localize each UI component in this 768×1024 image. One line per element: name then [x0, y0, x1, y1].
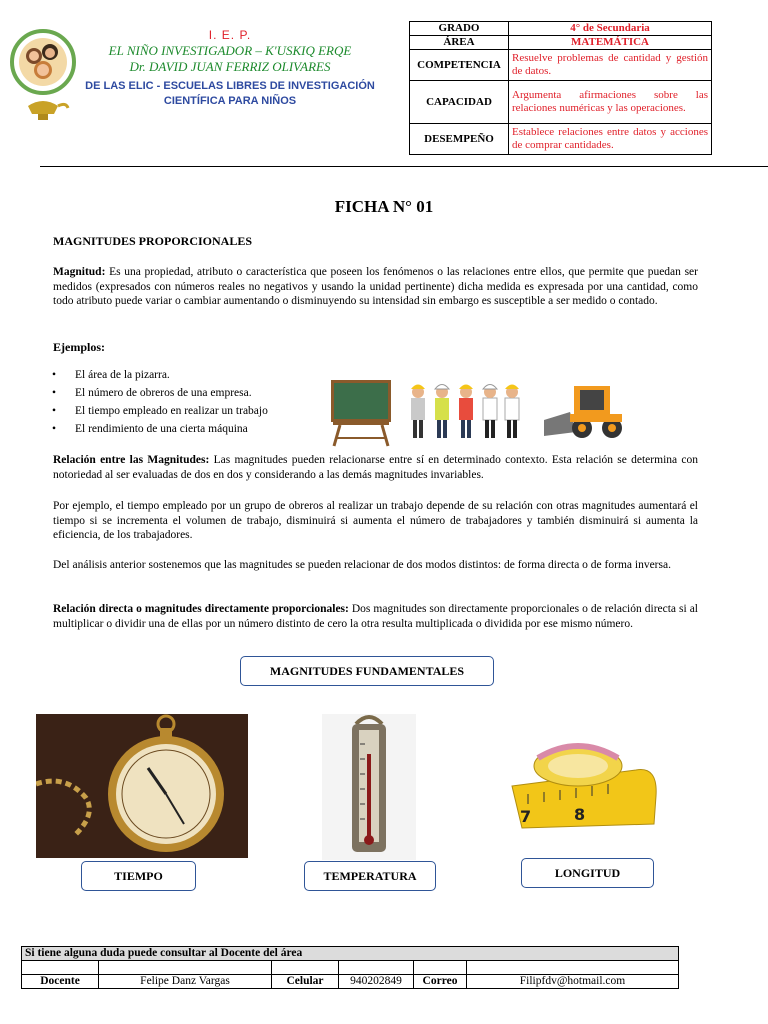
magnitudes-fundamentales-box: MAGNITUDES FUNDAMENTALES	[240, 656, 494, 686]
svg-text:8: 8	[574, 805, 586, 824]
school-name-line2: Dr. DAVID JUAN FERRIZ OLIVARES	[129, 59, 331, 74]
competencia-value: Resuelve problemas de cantidad y gestión de datos.	[509, 50, 712, 81]
docente-label: Docente	[22, 975, 99, 989]
blackboard-image	[328, 378, 394, 448]
grado-label: GRADO	[410, 22, 509, 36]
docente-value: Felipe Danz Vargas	[99, 975, 272, 989]
magnitud-text: Es una propiedad, atributo o característica que poseen los fenómenos o las relaciones entre ellos, que permite que puedan ser medidos (expresados con números reales no negativos y usando la unidad pertinente) dicha medida es expresada por una cantidad, como todo atributo puede variar o cambiar aumentando o disminuyendo su intensidad sin embargo es susceptible a ser medido o contado.	[53, 266, 698, 307]
area-label: ÁREA	[410, 36, 509, 50]
relacion-term: Relación entre las Magnitudes:	[53, 454, 210, 466]
directa-text: Dos magnitudes son directamente proporcionales o de relación directa si al multiplicar o dividir una de ellas por un número distinto de cero la otra resulta multiplicada o dividida por ese mismo número.	[53, 603, 698, 630]
temperatura-label: TEMPERATURA	[304, 861, 436, 891]
capacidad-label: CAPACIDAD	[410, 81, 509, 124]
elic-line2: CIENTÍFICA PARA NIÑOS	[163, 95, 297, 107]
contact-spacer-row	[22, 961, 679, 975]
grado-value: 4° de Secundaria	[509, 22, 712, 36]
magnitud-paragraph	[53, 265, 698, 309]
info-row-competencia	[410, 50, 712, 81]
correo-value[interactable]: Filipfdv@hotmail.com	[467, 975, 679, 989]
course-info-table	[409, 21, 712, 155]
ejemplos-heading: Ejemplos:	[53, 340, 105, 354]
desempeno-label: DESEMPEÑO	[410, 124, 509, 155]
workers-image	[405, 374, 527, 440]
list-item: • El número de obreros de una empresa.	[75, 384, 268, 402]
tiempo-label: TIEMPO	[81, 861, 196, 891]
desempeno-value: Establece relaciones entre datos y acciones de comprar cantidades.	[509, 124, 712, 155]
list-item: • El tiempo empleado en realizar un trabajo	[75, 402, 268, 420]
contact-header: Si tiene alguna duda puede consultar al Docente del área	[22, 947, 679, 961]
iep-label: I. E. P.	[208, 28, 252, 42]
section-subtitle: MAGNITUDES PROPORCIONALES	[53, 234, 253, 248]
elic-line1: DE LAS ELIC - ESCUELAS LIBRES DE INVESTIGACIÓN	[85, 80, 375, 92]
school-name-line1: EL NIÑO INVESTIGADOR – K'USKIQ ERQE	[108, 43, 352, 58]
celular-label: Celular	[272, 975, 339, 989]
competencia-label: COMPETENCIA	[410, 50, 509, 81]
list-item: • El rendimiento de una cierta máquina	[75, 420, 268, 438]
pocket-watch-image	[36, 714, 248, 858]
page-title: FICHA N° 01	[334, 197, 434, 216]
ejemplo-paragraph: Por ejemplo, el tiempo empleado por un grupo de obreros al realizar un trabajo depende de su relación con otras magnitudes aumentará el tiempo si se incrementa el volumen de trabajo, disminuirá si aumenta el número de trabajadores y también disminuirá si aumenta la eficiencia, de los trabajadores.	[53, 500, 698, 541]
svg-text:7: 7	[520, 807, 532, 826]
longitud-label: LONGITUD	[521, 858, 654, 888]
ejemplos-list	[55, 366, 268, 438]
info-row-capacidad	[410, 81, 712, 124]
directa-paragraph	[53, 602, 698, 631]
header-divider	[40, 166, 768, 167]
elic-subtitle	[70, 79, 390, 109]
list-item: • El área de la pizarra.	[75, 366, 268, 384]
celular-value: 940202849	[339, 975, 414, 989]
directa-term: Relación directa o magnitudes directamente proporcionales:	[53, 603, 349, 615]
contact-data-row	[22, 975, 679, 989]
info-row-area	[410, 36, 712, 50]
relacion-paragraph	[53, 453, 698, 482]
contact-header-row	[22, 947, 679, 961]
school-logo	[10, 18, 76, 126]
machine-image	[540, 376, 632, 442]
magnitud-term: Magnitud:	[53, 266, 106, 278]
capacidad-value: Argumenta afirmaciones sobre las relaciones numéricas y las operaciones.	[509, 81, 712, 124]
thermometer-image	[322, 714, 416, 860]
info-row-desempeno	[410, 124, 712, 155]
info-row-grado	[410, 22, 712, 36]
contact-table	[21, 946, 679, 989]
school-name	[80, 43, 380, 75]
correo-label: Correo	[414, 975, 467, 989]
analisis-paragraph: Del análisis anterior sostenemos que las magnitudes se pueden relacionar de dos modos distintos: de forma directa o de forma inversa.	[53, 559, 671, 571]
measuring-tape-image	[508, 736, 660, 836]
area-value: MATEMÁTICA	[509, 36, 712, 50]
relacion-text: Las magnitudes pueden relacionarse entre sí en determinado contexto. Esta relación se determina con notoriedad al ser evaluadas de dos en dos y considerando a las demás magnitudes invariables.	[53, 454, 698, 481]
